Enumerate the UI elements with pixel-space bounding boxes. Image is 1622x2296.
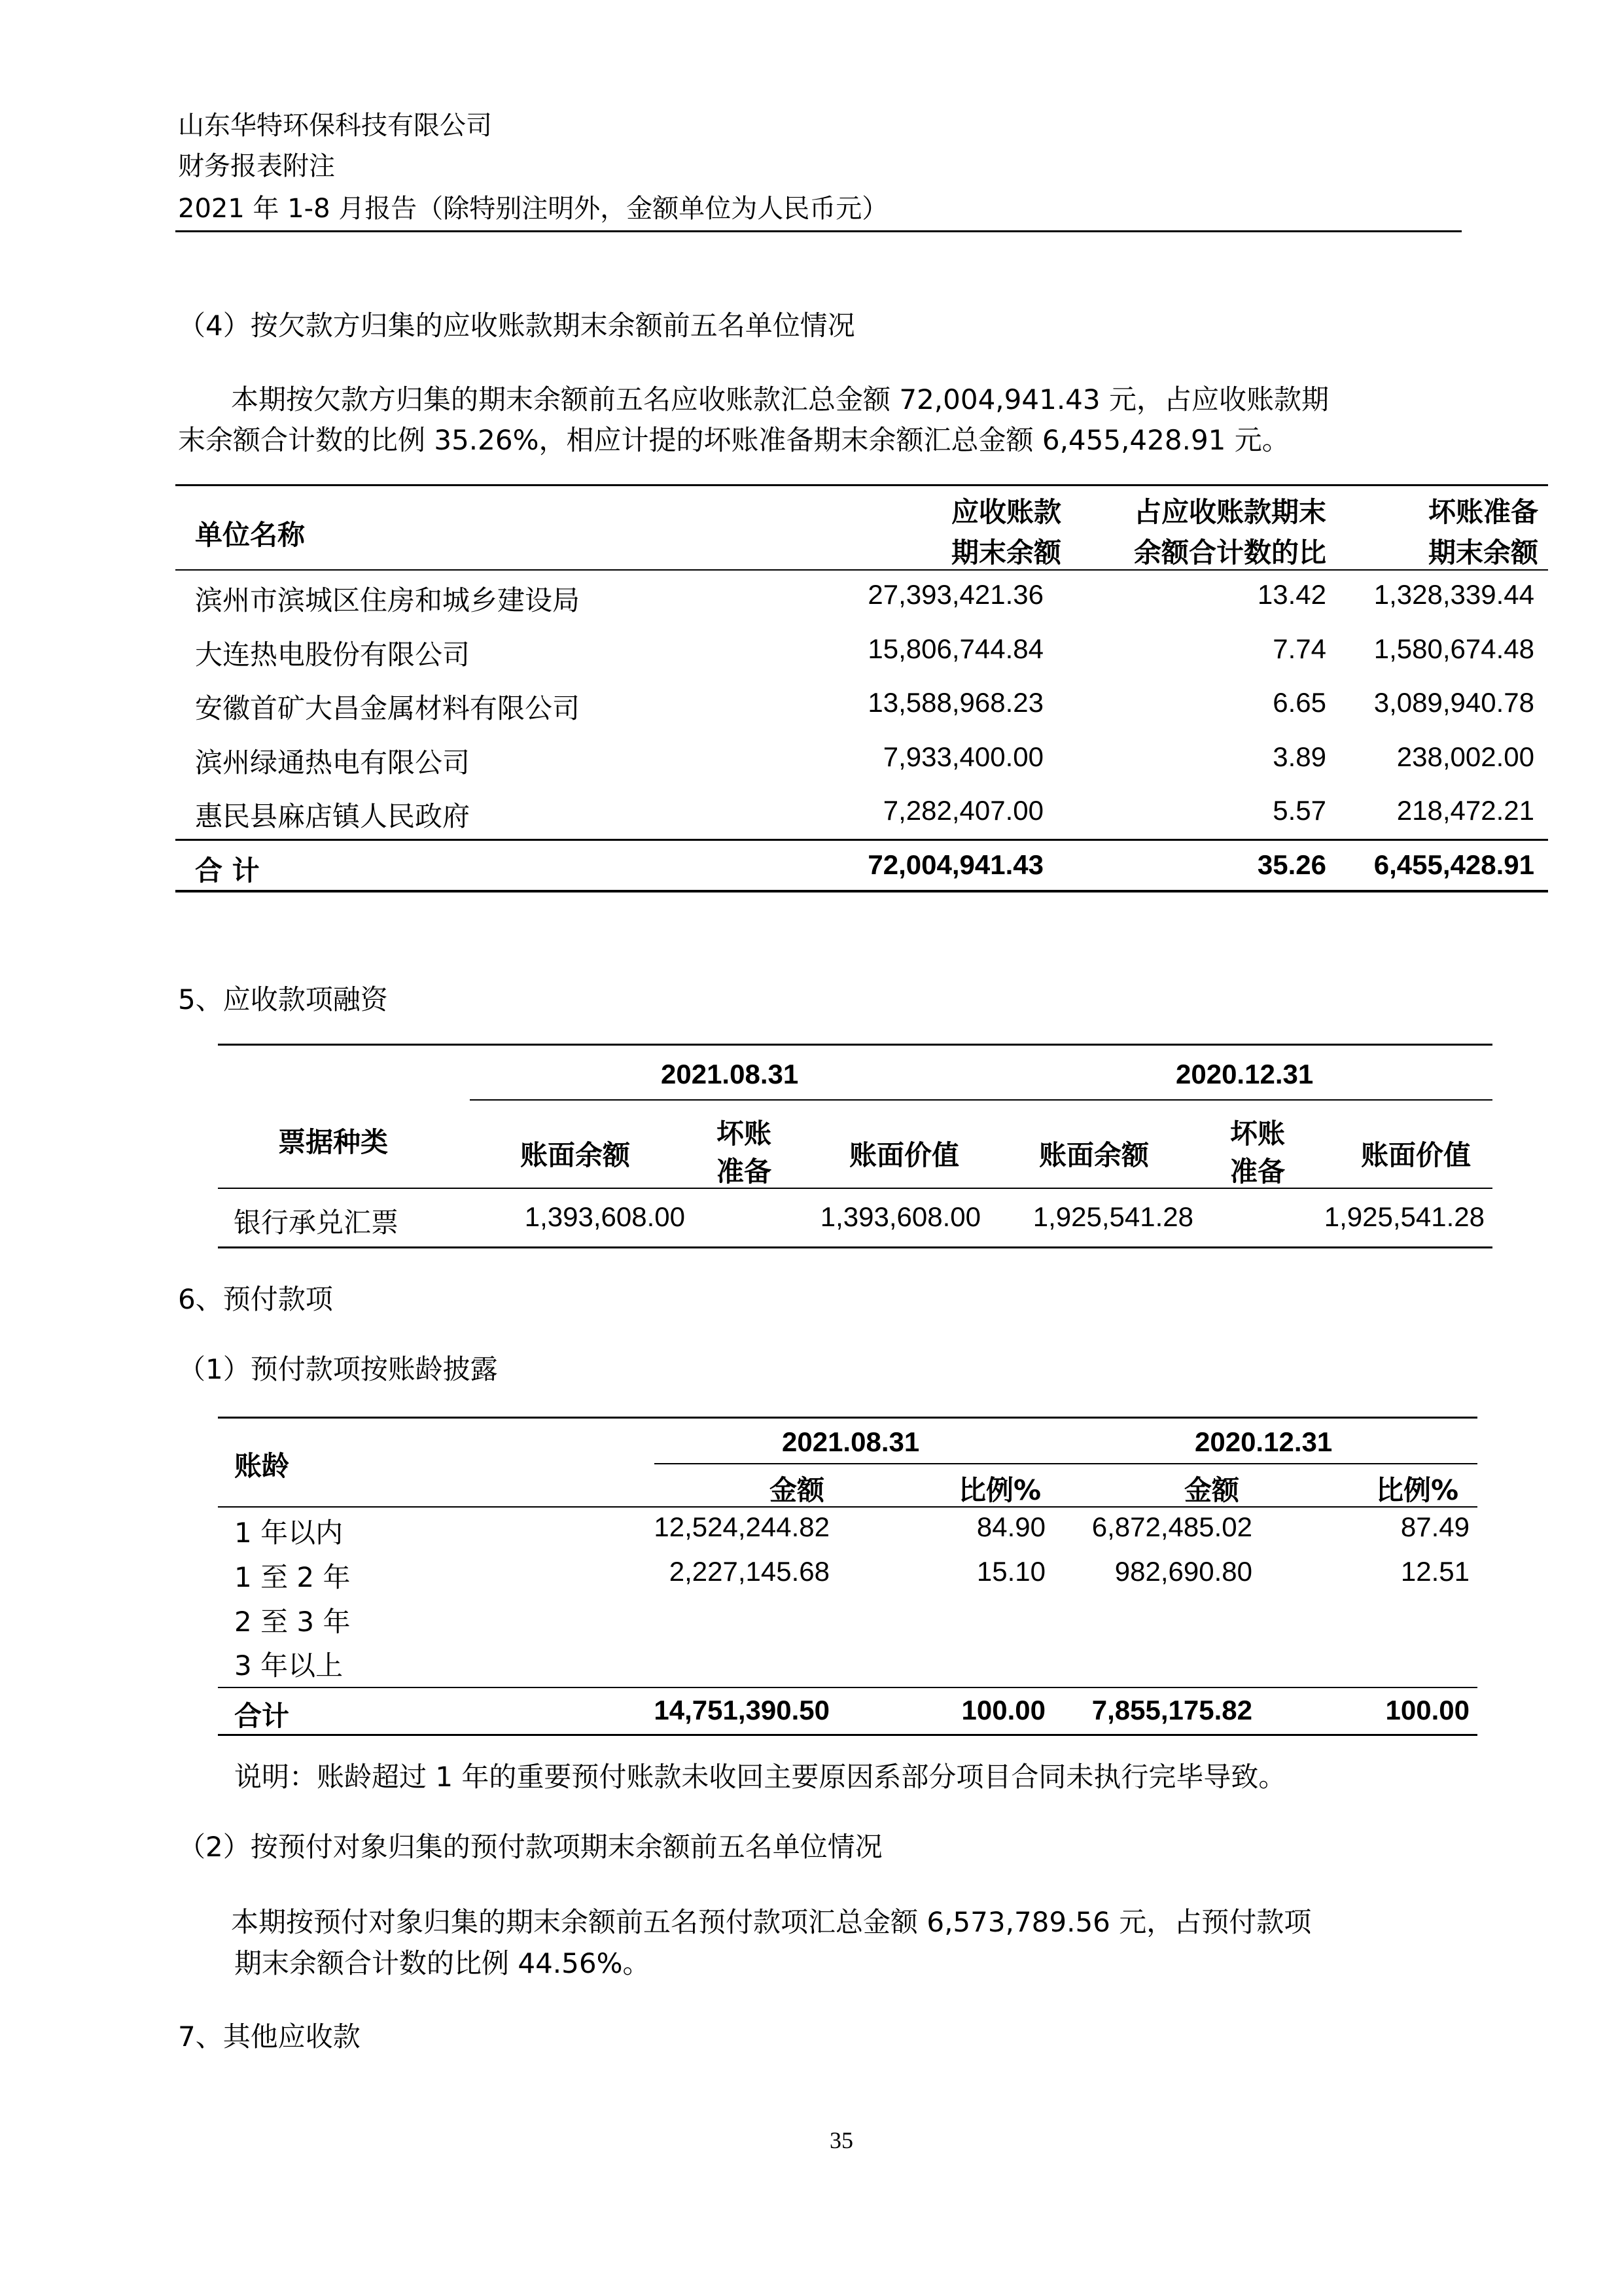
total-ratio-2020: 100.00: [1385, 1695, 1470, 1725]
table-header-rule: [218, 1188, 1492, 1189]
table-top-rule: [175, 484, 1548, 486]
total-label: 合 计: [195, 855, 260, 887]
date-header-rule: [654, 1463, 1477, 1464]
unit-name: 安徽首矿大昌金属材料有限公司: [195, 692, 580, 724]
age-bucket: 1 年以内: [234, 1517, 344, 1549]
unit-name: 滨州市滨城区住房和城乡建设局: [195, 584, 580, 616]
unit-name: 滨州绿通热电有限公司: [195, 747, 470, 779]
ratio-2020: 12.51: [1400, 1556, 1470, 1587]
date-header-2021: 2021.08.31: [661, 1059, 799, 1089]
col-header-amount-1: 应收账款: [951, 496, 1061, 528]
col-header-ratio-2: 余额合计数的比: [1133, 537, 1326, 569]
col-header-bad-1: 坏账准备: [1428, 496, 1538, 528]
col-header-ratio-2: 比例%: [1376, 1474, 1459, 1506]
date-header-2021: 2021.08.31: [782, 1426, 920, 1457]
total-bad-debt: 6,455,428.91: [1373, 849, 1534, 880]
section-7-title: 7、其他应收款: [178, 2021, 361, 2053]
total-label: 合计: [234, 1700, 290, 1732]
amount-2020: 6,872,485.02: [1091, 1511, 1252, 1542]
bad-debt: 3,089,940.78: [1373, 687, 1534, 718]
col-header-amount-2: 金额: [1184, 1474, 1240, 1506]
book-value-2021: 1,393,608.00: [820, 1201, 981, 1232]
ratio-2021: 84.90: [976, 1511, 1046, 1542]
col-header-bad-2: 期末余额: [1428, 537, 1538, 569]
date-header-rule: [470, 1099, 1492, 1101]
total-ratio-2021: 100.00: [961, 1695, 1046, 1725]
amount-2021: 2,227,145.68: [669, 1556, 830, 1587]
amount: 7,933,400.00: [883, 741, 1044, 772]
total-top-rule: [218, 1687, 1477, 1688]
book-value-2020: 1,925,541.28: [1324, 1201, 1485, 1232]
document-title: 财务报表附注: [178, 151, 335, 181]
bad-debt: 1,580,674.48: [1373, 633, 1534, 664]
col-header-value-1: 账面价值: [849, 1139, 960, 1171]
bad-debt: 218,472.21: [1396, 795, 1534, 826]
amount-2021: 12,524,244.82: [654, 1511, 830, 1542]
col-header-bad-1b: 准备: [716, 1156, 772, 1188]
age-bucket: 3 年以上: [234, 1650, 344, 1682]
col-header-name: 单位名称: [195, 519, 306, 551]
age-bucket: 1 至 2 年: [234, 1561, 351, 1593]
amount: 13,588,968.23: [868, 687, 1044, 718]
section-6-title: 6、预付款项: [178, 1283, 333, 1315]
section-4-title: （4）按欠款方归集的应收账款期末余额前五名单位情况: [178, 309, 855, 342]
bad-debt: 1,328,339.44: [1373, 579, 1534, 610]
book-balance-2021: 1,393,608.00: [524, 1201, 685, 1232]
col-header-age: 账龄: [234, 1450, 290, 1482]
amount: 27,393,421.36: [868, 579, 1044, 610]
page-number: 35: [830, 2127, 853, 2153]
date-header-2020: 2020.12.31: [1195, 1426, 1333, 1457]
section-5-title: 5、应收款项融资: [178, 983, 388, 1016]
amount-2020: 982,690.80: [1114, 1556, 1252, 1587]
ratio: 6.65: [1273, 687, 1326, 718]
ratio: 3.89: [1273, 741, 1326, 772]
ratio: 13.42: [1257, 579, 1326, 610]
col-header-type: 票据种类: [278, 1126, 389, 1158]
ratio-2020: 87.49: [1400, 1511, 1470, 1542]
table-bottom-rule: [218, 1734, 1477, 1736]
section-6-sub1: （1）预付款项按账龄披露: [178, 1353, 498, 1385]
total-amount-2020: 7,855,175.82: [1091, 1695, 1252, 1725]
total-amount-2021: 14,751,390.50: [654, 1695, 830, 1725]
total-top-rule: [175, 839, 1548, 841]
col-header-bad-2b: 准备: [1230, 1156, 1286, 1188]
col-header-bad-2a: 坏账: [1230, 1118, 1286, 1150]
col-header-bad-1a: 坏账: [716, 1118, 772, 1150]
table-bottom-rule: [218, 1246, 1492, 1248]
table-header-rule: [175, 569, 1548, 571]
section-6-para-line1: 本期按预付对象归集的期末余额前五名预付款项汇总金额 6,573,789.56 元，占预付款项: [231, 1906, 1312, 1938]
ratio: 7.74: [1273, 633, 1326, 664]
book-balance-2020: 1,925,541.28: [1032, 1201, 1193, 1232]
company-name: 山东华特环保科技有限公司: [178, 111, 492, 141]
ratio: 5.57: [1273, 795, 1326, 826]
table-header-rule: [218, 1506, 1477, 1508]
table-top-rule: [218, 1417, 1477, 1419]
col-header-book-1: 账面余额: [520, 1139, 631, 1171]
col-header-book-2: 账面余额: [1039, 1139, 1150, 1171]
col-header-value-2: 账面价值: [1361, 1139, 1472, 1171]
section-6-para-line2: 期末余额合计数的比例 44.56%。: [234, 1947, 650, 1979]
header-rule: [175, 230, 1462, 232]
total-ratio: 35.26: [1257, 849, 1326, 880]
col-header-amount-2: 期末余额: [951, 537, 1061, 569]
section-6-sub2: （2）按预付对象归集的预付款项期末余额前五名单位情况: [178, 1831, 883, 1863]
col-header-ratio-1: 比例%: [959, 1474, 1042, 1506]
report-period: 2021 年 1-8 月报告（除特别注明外，金额单位为人民币元）: [178, 194, 889, 224]
section-4-para-line1: 本期按欠款方归集的期末余额前五名应收账款汇总金额 72,004,941.43 元，占应收账款期: [231, 383, 1329, 415]
table-bottom-rule: [175, 890, 1548, 892]
age-bucket: 2 至 3 年: [234, 1606, 351, 1638]
unit-name: 大连热电股份有限公司: [195, 639, 470, 671]
ratio-2021: 15.10: [976, 1556, 1046, 1587]
aging-note: 说明：账龄超过 1 年的重要预付账款未收回主要原因系部分项目合同未执行完毕导致。: [234, 1761, 1286, 1793]
total-amount: 72,004,941.43: [868, 849, 1044, 880]
section-4-para-line2: 末余额合计数的比例 35.26%，相应计提的坏账准备期末余额汇总金额 6,455,428.91 元。: [178, 424, 1290, 456]
table-top-rule: [218, 1044, 1492, 1046]
bill-type: 银行承兑汇票: [234, 1207, 399, 1239]
amount: 7,282,407.00: [883, 795, 1044, 826]
unit-name: 惠民县麻店镇人民政府: [195, 800, 470, 832]
date-header-2020: 2020.12.31: [1176, 1059, 1314, 1089]
col-header-ratio-1: 占应收账款期末: [1133, 496, 1326, 528]
amount: 15,806,744.84: [868, 633, 1044, 664]
col-header-amount-1: 金额: [769, 1474, 825, 1506]
bad-debt: 238,002.00: [1396, 741, 1534, 772]
